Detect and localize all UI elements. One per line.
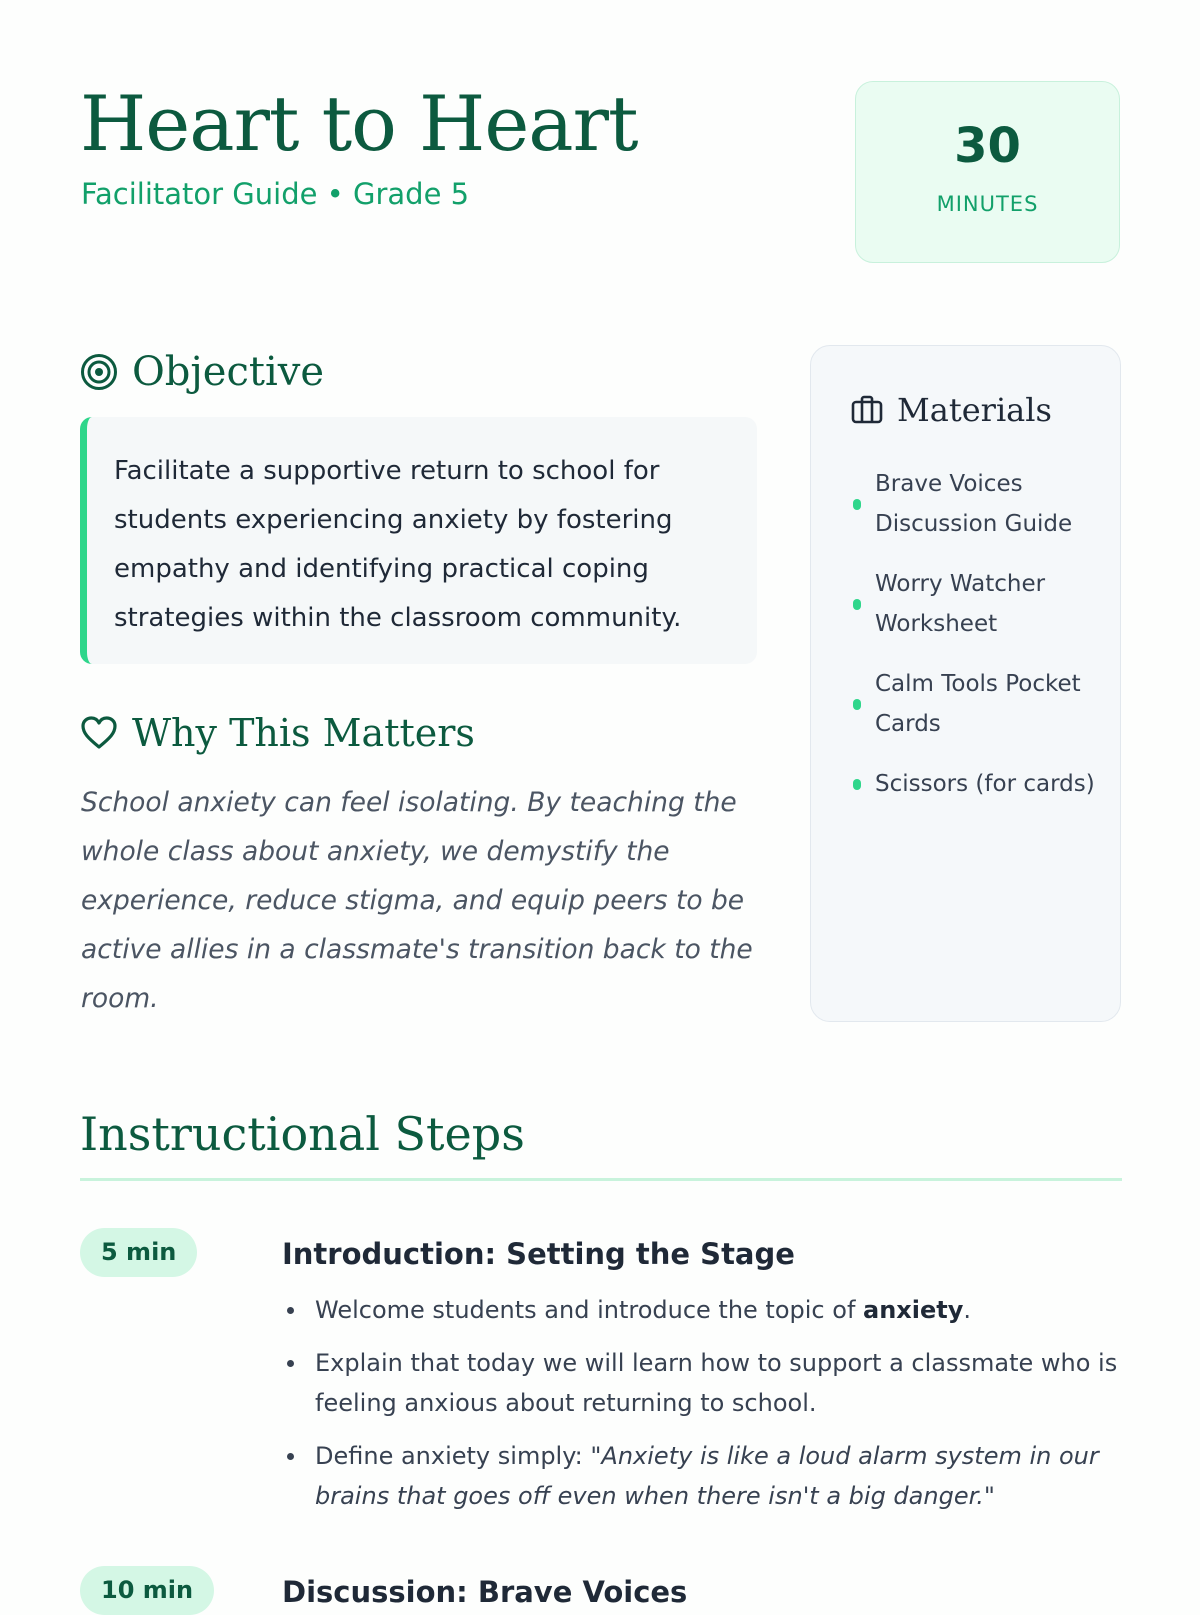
bullet-dot-icon bbox=[853, 599, 861, 610]
materials-item-label: Scissors (for cards) bbox=[875, 771, 1095, 797]
objective-heading bbox=[80, 347, 324, 397]
materials-item-label: Calm Tools Pocket Cards bbox=[875, 671, 1081, 737]
duration-value: 30 bbox=[954, 118, 1021, 174]
bullet-dot-icon bbox=[853, 779, 861, 790]
duration-unit: MINUTES bbox=[936, 192, 1039, 216]
bullet-text: Welcome students and introduce the topic of bbox=[315, 1296, 864, 1324]
step-bullet bbox=[282, 1343, 1127, 1423]
objective-heading-label: Objective bbox=[132, 349, 325, 395]
bullet-dot-icon bbox=[853, 699, 861, 710]
target-icon bbox=[80, 353, 118, 391]
materials-item-label: Brave Voices Discussion Guide bbox=[875, 471, 1073, 537]
bullet-dot-icon bbox=[853, 499, 861, 510]
why-heading-label: Why This Matters bbox=[132, 711, 475, 755]
step-bullet-list bbox=[282, 1290, 1127, 1529]
materials-item bbox=[853, 464, 1103, 544]
step-title: Discussion: Brave Voices bbox=[282, 1575, 688, 1609]
briefcase-icon bbox=[851, 395, 883, 425]
materials-item bbox=[853, 564, 1103, 644]
materials-heading-label: Materials bbox=[897, 391, 1052, 429]
step-time-badge: 10 min bbox=[80, 1566, 214, 1615]
step-bullet bbox=[282, 1436, 1127, 1516]
page-title: Heart to Heart bbox=[80, 79, 638, 168]
bullet-text: . bbox=[963, 1296, 972, 1324]
duration-badge bbox=[855, 81, 1120, 263]
page-subtitle: Facilitator Guide • Grade 5 bbox=[81, 177, 470, 211]
steps-heading: Instructional Steps bbox=[80, 1107, 525, 1161]
bullet-text: Define anxiety simply: bbox=[315, 1442, 591, 1470]
heart-icon bbox=[80, 715, 118, 751]
materials-item bbox=[853, 664, 1103, 744]
why-text: School anxiety can feel isolating. By teaching the whole class about anxiety, we demystify the experience, reduce stigma, and equip peers to be active allies in a classmate's transition back to the room. bbox=[81, 787, 753, 1014]
bullet-text: Explain that today we will learn how to support a classmate who is feeling anxious about returning to school. bbox=[315, 1349, 1118, 1417]
bullet-bold-term: anxiety bbox=[863, 1296, 964, 1324]
materials-heading bbox=[851, 390, 1052, 430]
step-time-badge: 5 min bbox=[80, 1228, 197, 1277]
step-bullet bbox=[282, 1290, 1127, 1330]
materials-card bbox=[810, 345, 1121, 1022]
objective-text: Facilitate a supportive return to school for students experiencing anxiety by fostering empathy and identifying practical coping strategies within the classroom community. bbox=[80, 417, 757, 664]
materials-item bbox=[853, 764, 1103, 804]
materials-item-label: Worry Watcher Worksheet bbox=[875, 571, 1046, 637]
bullet-quote: "Anxiety is like a loud alarm system in our brains that goes off even when there isn't a big danger." bbox=[315, 1442, 1099, 1510]
why-heading bbox=[80, 709, 475, 757]
step-title: Introduction: Setting the Stage bbox=[282, 1237, 795, 1271]
section-divider bbox=[80, 1178, 1122, 1181]
